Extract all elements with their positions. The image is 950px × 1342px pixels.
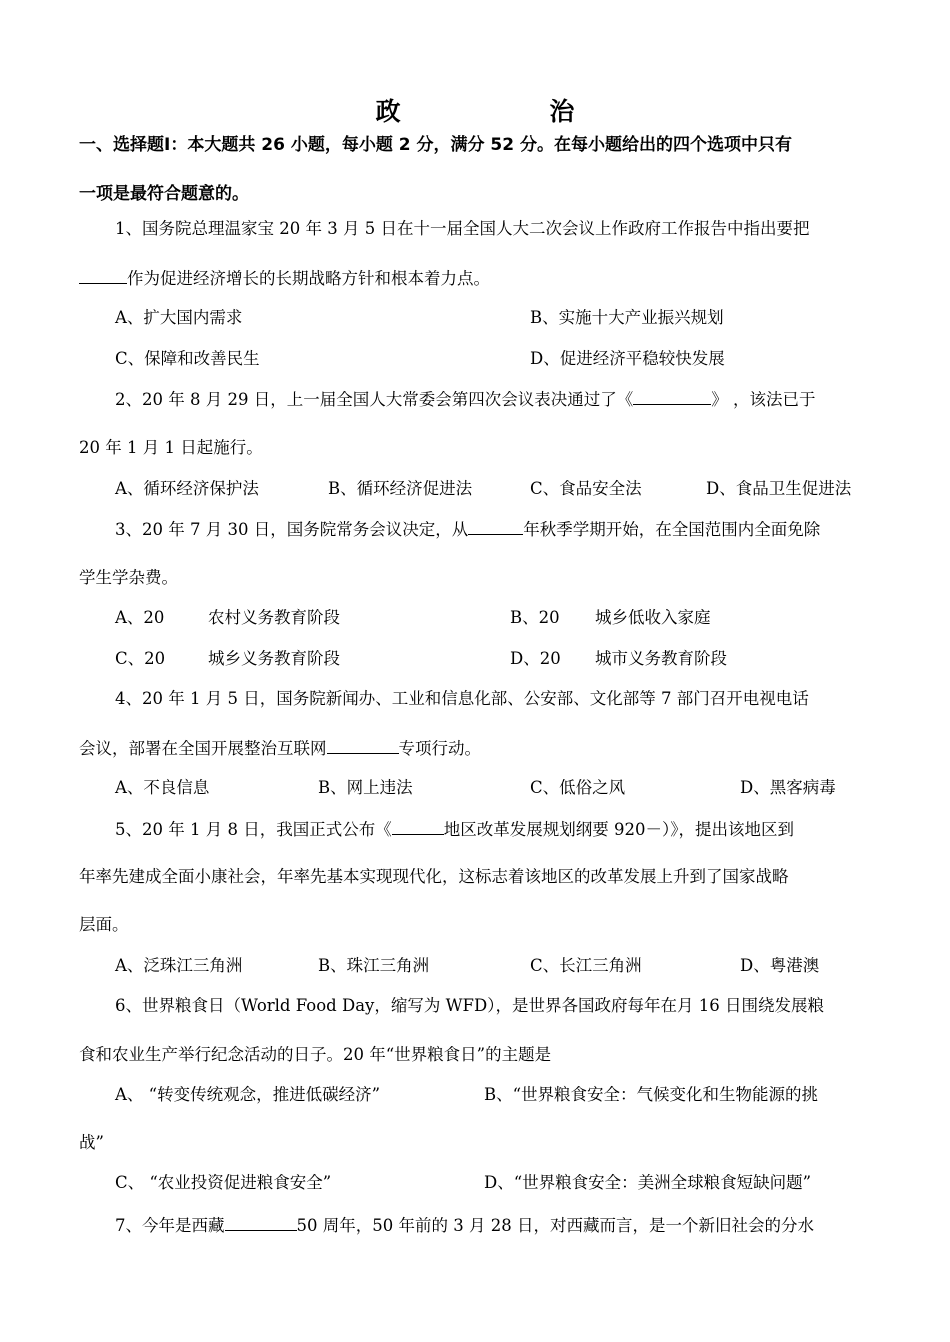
q2-option-b: B、循环经济促进法 — [328, 479, 473, 498]
q3-option-a-year: A、20 — [115, 608, 165, 627]
question-2-text-b: 》 ，该法已于 — [711, 390, 816, 409]
section-heading-line1: 一、选择题Ⅰ：本大题共 26 小题，每小题 2 分，满分 52 分。在每小题给出的四个选项中只有 — [79, 135, 792, 155]
question-5-line2: 年率先建成全面小康社会，年率先基本实现现代化，这标志着该地区的改革发展上升到了国家战略 — [79, 867, 789, 886]
q1-option-b: B、实施十大产业振兴规划 — [530, 308, 724, 327]
answer-blank — [633, 388, 711, 405]
question-3-line1 — [115, 518, 820, 541]
question-2-line1 — [115, 388, 815, 411]
q3-option-c: C、20 — [115, 649, 166, 668]
answer-blank — [327, 737, 399, 754]
question-5-line3: 层面。 — [79, 915, 129, 934]
question-1-line1: 1、国务院总理温家宝 20 年 3 月 5 日在十一届全国人大二次会议上作政府工作报告中指出要把 — [115, 219, 810, 238]
answer-blank — [225, 1214, 297, 1231]
q3-option-b: B、20 — [510, 608, 560, 627]
answer-blank — [392, 818, 444, 835]
q6-option-a: A、 “转变传统观念，推进低碳经济” — [115, 1085, 381, 1104]
q6-option-b-cont: 战” — [79, 1133, 104, 1152]
question-4-text-b: 专项行动。 — [398, 739, 481, 758]
q2-option-d: D、食品卫生促进法 — [706, 479, 852, 498]
q1-option-d: D、促进经济平稳较快发展 — [530, 349, 725, 368]
question-5-text-b: 地区改革发展规划纲要 920－）》，提出该地区到 — [443, 820, 794, 839]
q4-option-b: B、网上违法 — [318, 778, 413, 797]
q4-option-d: D、黑客病毒 — [740, 778, 836, 797]
q2-option-a: A、循环经济保护法 — [115, 479, 259, 498]
q1-option-a: A、扩大国内需求 — [115, 308, 243, 327]
q3-option-d: D、20 — [510, 649, 561, 668]
page-title: 政 治 — [375, 97, 645, 126]
q6-option-d: D、“世界粮食安全：美洲全球粮食短缺问题” — [484, 1173, 812, 1192]
q5-option-c: C、长江三角洲 — [530, 956, 642, 975]
q1-option-c: C、保障和改善民生 — [115, 349, 260, 368]
question-4-line2 — [79, 737, 481, 760]
q3-option-a — [115, 607, 164, 629]
q5-option-a: A、泛珠江三角洲 — [115, 956, 243, 975]
question-1-text: 作为促进经济增长的长期战略方针和根本着力点。 — [127, 269, 490, 288]
question-2-text-a: 2、20 年 8 月 29 日，上一届全国人大常委会第四次会议表决通过了《 — [115, 390, 634, 409]
question-4-text-a: 会议，部署在全国开展整治互联网 — [79, 739, 327, 758]
answer-blank — [79, 267, 127, 284]
question-6-line2: 食和农业生产举行纪念活动的日子。20 年“世界粮食日”的主题是 — [79, 1045, 552, 1064]
q4-option-c: C、低俗之风 — [530, 778, 626, 797]
question-2-line2: 20 年 1 月 1 日起施行。 — [79, 438, 263, 457]
q3-option-b-text: 城乡低收入家庭 — [595, 608, 711, 627]
question-7-text-b: 50 周年，50 年前的 3 月 28 日，对西藏而言，是一个新旧社会的分水 — [296, 1216, 814, 1235]
question-5-line1 — [115, 818, 794, 841]
q5-option-d: D、粤港澳 — [740, 956, 820, 975]
section-heading-line2: 一项是最符合题意的。 — [79, 184, 249, 204]
q3-option-a-text: 农村义务教育阶段 — [208, 608, 340, 627]
q4-option-a: A、不良信息 — [115, 778, 210, 797]
answer-blank — [468, 518, 523, 535]
question-1-line2 — [79, 267, 490, 290]
q3-option-c-text: 城乡义务教育阶段 — [208, 649, 340, 668]
question-3-line2: 学生学杂费。 — [79, 568, 178, 587]
q3-option-d-text: 城市义务教育阶段 — [595, 649, 727, 668]
question-3-text-a: 3、20 年 7 月 30 日，国务院常务会议决定，从 — [115, 520, 469, 539]
question-4-line1: 4、20 年 1 月 5 日，国务院新闻办、工业和信息化部、公安部、文化部等 7 部门召开电视电话 — [115, 689, 809, 708]
question-6-line1: 6、世界粮食日（World Food Day，缩写为 WFD），是世界各国政府每年在月 16 日围绕发展粮 — [115, 996, 824, 1015]
q6-option-c: C、 “农业投资促进粮食安全” — [115, 1173, 332, 1192]
question-3-text-b: 年秋季学期开始，在全国范围内全面免除 — [523, 520, 821, 539]
q6-option-b: B、“世界粮食安全：气候变化和生物能源的挑 — [484, 1085, 819, 1104]
question-7-text-a: 7、今年是西藏 — [115, 1216, 225, 1235]
q2-option-c: C、食品安全法 — [530, 479, 642, 498]
question-5-text-a: 5、20 年 1 月 8 日，我国正式公布《 — [115, 820, 392, 839]
question-7-line1 — [115, 1214, 814, 1237]
q5-option-b: B、珠江三角洲 — [318, 956, 430, 975]
